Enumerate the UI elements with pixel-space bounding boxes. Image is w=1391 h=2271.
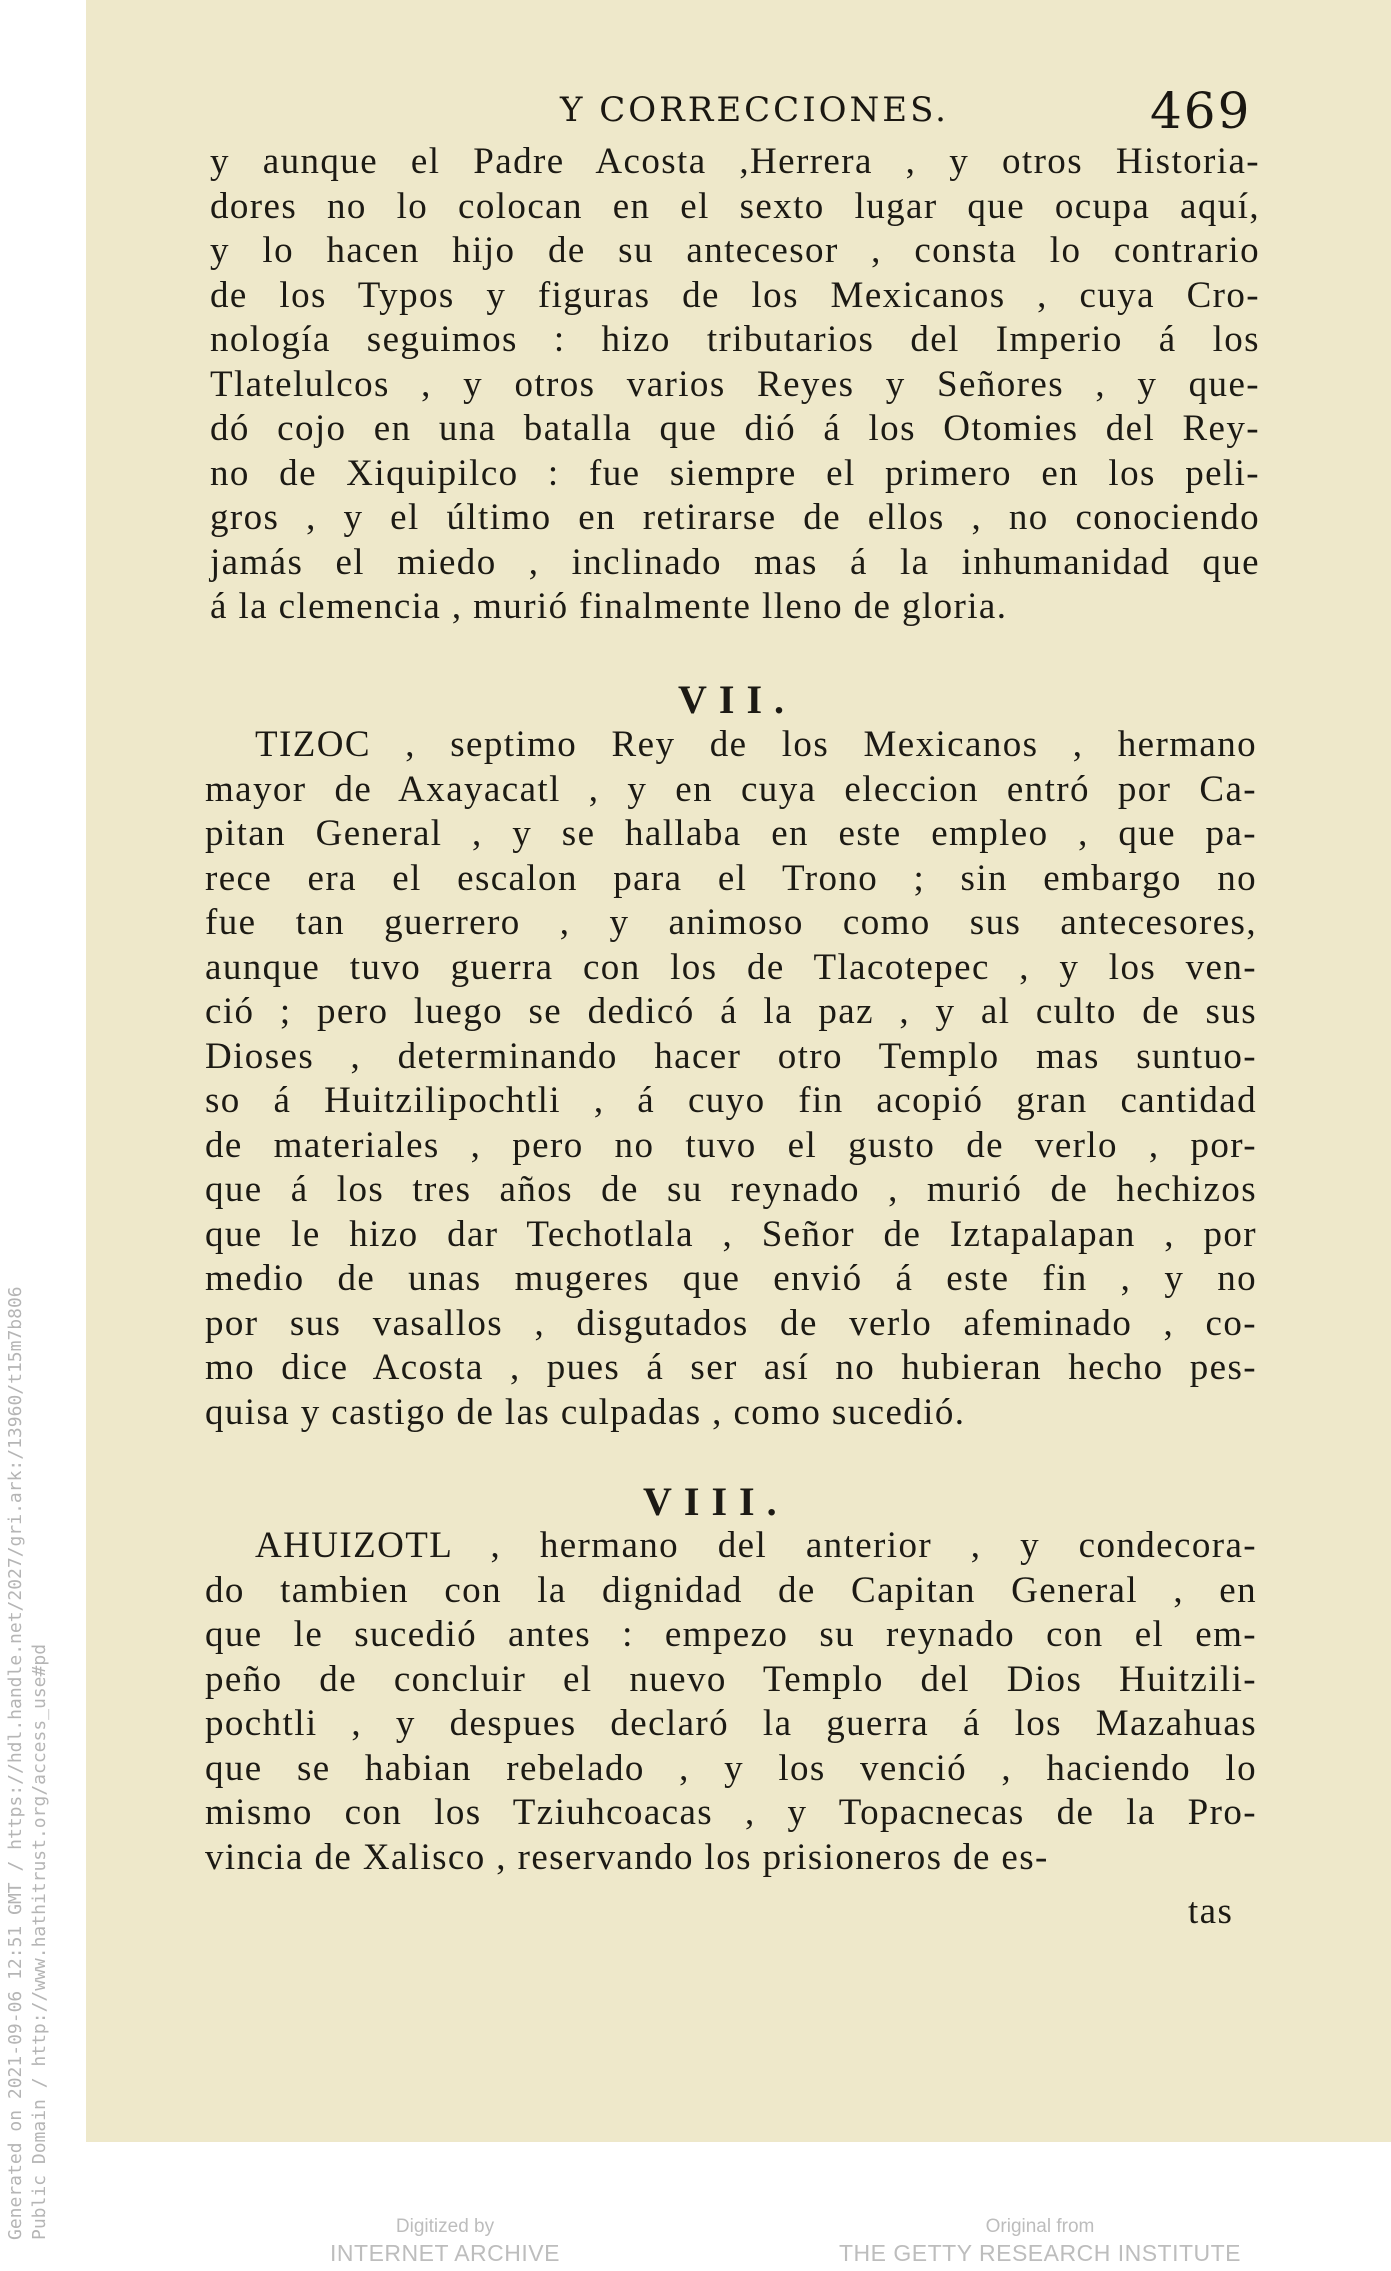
text-line: aunque tuvo guerra con los de Tlacotepec , y los ven- xyxy=(205,946,1257,988)
footer-internet-archive: INTERNET ARCHIVE xyxy=(330,2240,560,2266)
text-line: quisa y castigo de las culpadas , como sucedió. xyxy=(205,1391,966,1433)
hathitrust-generation-stamp xyxy=(4,1140,52,2240)
text-line: pitan General , y se hallaba en este empleo , que pa- xyxy=(205,813,1257,854)
section-vii-text xyxy=(205,723,1257,1435)
text-line: que á los tres años de su reynado , murió de hechizos xyxy=(205,1169,1257,1210)
section-heading-vii: VII. xyxy=(678,677,797,722)
paragraph-continuation xyxy=(210,140,1260,630)
text-line: de los Typos y figuras de los Mexicanos , cuya Cro- xyxy=(210,274,1260,316)
text-line: que se habian rebelado , y los venció , haciendo lo xyxy=(205,1747,1257,1789)
text-line: de materiales , pero no tuvo el gusto de verlo , por- xyxy=(205,1124,1257,1166)
text-line: Tlatelulcos , y otros varios Reyes y Señores , y que- xyxy=(210,363,1260,405)
catchword: tas xyxy=(1188,1891,1234,1932)
text-line: peño de concluir el nuevo Templo del Dios Huitzili- xyxy=(205,1658,1257,1700)
text-line: gros , y el último en retirarse de ellos , no conociendo xyxy=(210,497,1260,538)
text-line: que le sucedió antes : empezo su reynado con el em- xyxy=(205,1614,1257,1655)
text-line: no de Xiquipilco : fue siempre el primero en los peli- xyxy=(210,452,1260,494)
text-line: AHUIZOTL , hermano del anterior , y condecora- xyxy=(255,1525,1257,1566)
text-line: y lo hacen hijo de su antecesor , consta lo contrario xyxy=(210,230,1260,271)
text-line: por sus vasallos , disgutados de verlo afeminado , co- xyxy=(205,1302,1257,1344)
text-line: ció ; pero luego se dedicó á la paz , y al culto de sus xyxy=(205,991,1257,1032)
text-line: dó cojo en una batalla que dió á los Otomies del Rey- xyxy=(210,408,1260,449)
text-line: vincia de Xalisco , reservando los prisioneros de es- xyxy=(205,1836,1049,1878)
text-line: que le hizo dar Techotlala , Señor de Iztapalapan , por xyxy=(205,1213,1257,1255)
text-line: pochtli , y despues declaró la guerra á los Mazahuas xyxy=(205,1703,1257,1744)
text-line: mismo con los Tziuhcoacas , y Topacnecas de la Pro- xyxy=(205,1792,1257,1833)
page-number: 469 xyxy=(1150,82,1252,140)
text-line: nología seguimos : hizo tributarios del Imperio á los xyxy=(210,319,1260,360)
footer-digitized-by: Digitized by xyxy=(395,2216,495,2237)
text-line: dores no lo colocan en el sexto lugar que ocupa aquí, xyxy=(210,185,1260,227)
text-line: do tambien con la dignidad de Capitan General , en xyxy=(205,1569,1257,1611)
section-heading-viii: VIII. xyxy=(643,1479,789,1524)
text-line: á la clemencia , murió finalmente lleno de gloria. xyxy=(210,586,1008,627)
running-head: Y CORRECCIONES. xyxy=(560,90,949,130)
stamp-public-domain-line: Public Domain / http://www.hathitrust.org/access_use#pd xyxy=(29,1643,50,2240)
footer-original-from: Original from xyxy=(985,2216,1095,2237)
text-line: fue tan guerrero , y animoso como sus antecesores, xyxy=(205,902,1257,943)
text-line: so á Huitzilipochtli , á cuyo fin acopió gran cantidad xyxy=(205,1080,1257,1121)
text-line: jamás el miedo , inclinado mas á la inhumanidad que xyxy=(210,541,1260,583)
stamp-generated-line: Generated on 2021-09-06 12:51 GMT / https://hdl.handle.net/2027/gri.ark:/13960/t15m7b806 xyxy=(5,1286,26,2240)
text-line: rece era el escalon para el Trono ; sin embargo no xyxy=(205,857,1257,899)
text-line: Dioses , determinando hacer otro Templo mas suntuo- xyxy=(205,1035,1257,1077)
text-line: mayor de Axayacatl , y en cuya eleccion entró por Ca- xyxy=(205,768,1257,810)
text-line: medio de unas mugeres que envió á este fin , y no xyxy=(205,1258,1257,1299)
section-viii-text xyxy=(205,1524,1257,1880)
text-line: y aunque el Padre Acosta ,Herrera , y otros Historia- xyxy=(210,141,1260,182)
footer-getty-research-institute: THE GETTY RESEARCH INSTITUTE xyxy=(838,2240,1242,2266)
text-line: mo dice Acosta , pues á ser así no hubieran hecho pes- xyxy=(205,1347,1257,1388)
text-line: TIZOC , septimo Rey de los Mexicanos , hermano xyxy=(255,724,1257,765)
